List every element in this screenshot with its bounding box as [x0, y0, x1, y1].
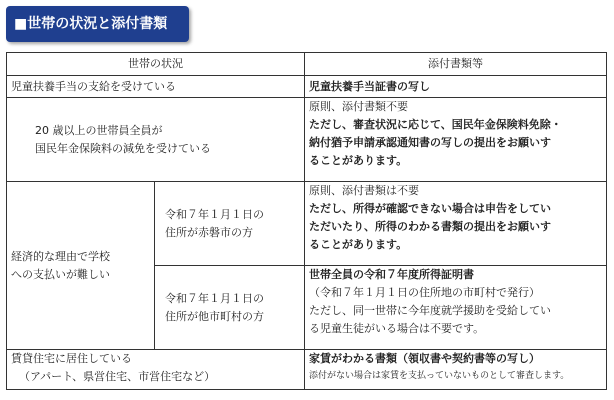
sub-situation-cell — [155, 266, 305, 350]
document-cell — [305, 76, 607, 98]
situation-text: （アパート、県営住宅、市営住宅など） — [19, 370, 216, 383]
document-text: ただいたり、所得のわかる書類の提出をお願いす — [309, 220, 551, 233]
sub-situation-text: 令和７年１月１日の — [165, 291, 264, 305]
group-situation-cell — [7, 182, 155, 350]
household-documents-table — [6, 52, 607, 390]
document-text: ただし、審査状況に応じて、国民年金保険料免除・ — [309, 118, 562, 131]
document-text: 児童扶養手当証書の写し — [309, 79, 430, 93]
table-row — [7, 98, 607, 182]
document-text: ただし、同一世帯に今年度就学援助を受給してい — [309, 304, 551, 317]
sub-situation-text: 令和７年１月１日の — [165, 207, 264, 221]
header-situation: 世帯の状況 — [7, 53, 305, 76]
document-cell — [305, 350, 607, 390]
situation-text: 20 歳以上の世帯員全員が — [35, 123, 163, 137]
document-text: る児童生徒がいる場合は不要です。 — [309, 322, 485, 335]
document-text: 世帯全員の令和７年度所得証明書 — [309, 268, 474, 281]
document-text: ることがあります。 — [309, 154, 408, 167]
sub-situation-text: 住所が他市町村の方 — [165, 309, 264, 323]
document-text: 原則、添付書類不要 — [309, 100, 408, 113]
document-text: 原則、添付書類は不要 — [309, 184, 419, 197]
document-cell — [305, 266, 607, 350]
document-note: 添付がない場合は家賃を支払っていないものとして審査します。 — [309, 371, 570, 381]
document-text: ることがあります。 — [309, 238, 408, 251]
document-text: 納付猶予申請承認通知書の写しの提出をお願いす — [309, 136, 551, 149]
situation-cell — [7, 98, 305, 182]
situation-text: 児童扶養手当の支給を受けている — [11, 79, 176, 93]
sub-situation-cell — [155, 182, 305, 266]
document-text: ただし、所得が確認できない場合は申告をしてい — [309, 202, 551, 215]
table-row — [7, 76, 607, 98]
header-documents: 添付書類等 — [305, 53, 607, 76]
document-text: 家賃がわかる書類（領収書や契約書等の写し） — [309, 352, 540, 365]
group-situation-text: 経済的な理由で学校 — [11, 249, 110, 263]
table-header-row — [7, 53, 607, 76]
situation-text: 賃貸住宅に居住している — [11, 352, 132, 365]
document-text: （令和７年１月１日の住所地の市町村で発行） — [309, 286, 540, 299]
group-situation-text: への支払いが難しい — [11, 267, 110, 281]
sub-situation-text: 住所が赤磐市の方 — [165, 225, 253, 239]
situation-cell — [7, 350, 305, 390]
table-row — [7, 182, 607, 266]
section-title-banner: ■世帯の状況と添付書類 — [6, 6, 189, 42]
situation-cell — [7, 76, 305, 98]
situation-text: 国民年金保険料の減免を受けている — [35, 141, 211, 155]
document-cell — [305, 182, 607, 266]
table-row — [7, 350, 607, 390]
document-cell — [305, 98, 607, 182]
